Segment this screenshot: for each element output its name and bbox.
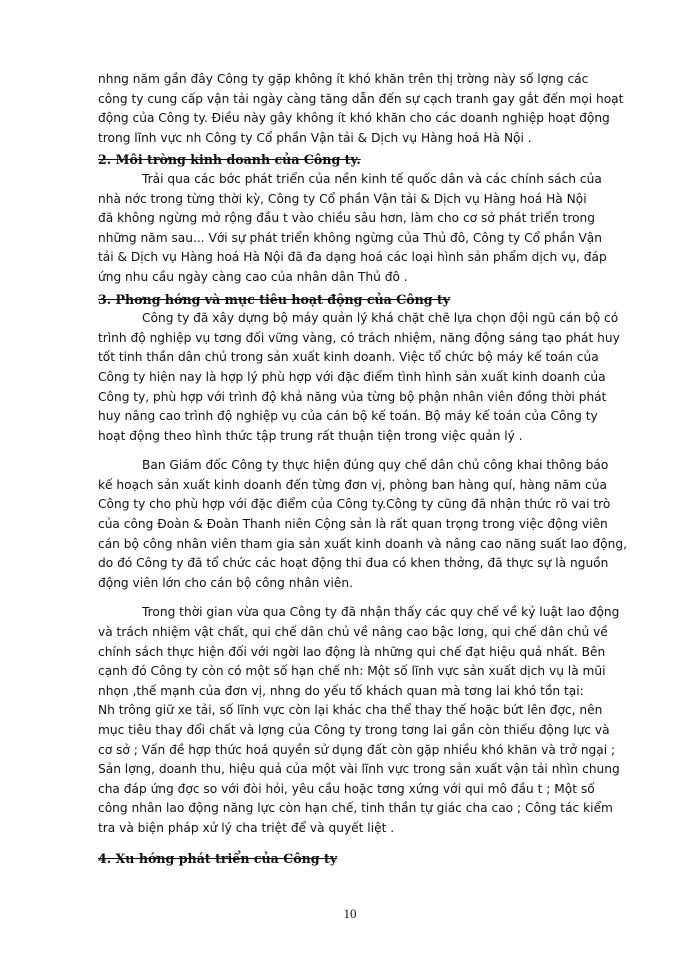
text-line: trong lĩnh vực nh Công ty Cổ phần Vận tải & Dịch vụ Hàng hoá Hà Nội . — [98, 130, 532, 145]
text-line: tra và biện pháp xử lý cha triệt để và quyết liệt . — [98, 820, 395, 835]
text-line: do đó Công ty đã tổ chức các hoạt động thi đua có khen thởng, đã thực sự là nguồn — [98, 556, 609, 571]
text-line: hoạt động theo hình thức tập trung rất thuận tiện trong việc quản lý . — [98, 428, 523, 443]
section-heading-4: 4. Xu hớng phát triển của Công ty — [98, 850, 338, 866]
section-heading-3: 3. Phơng hớng và mục tiêu hoạt động của Công ty — [98, 291, 451, 307]
text-line: chính sách thực hiện đối với ngời lao động là những qui chế đạt hiệu quả nhất. Bên — [98, 644, 606, 659]
text-line: nhng năm gần đây Công ty gặp không ít khó khăn trên thị trờng này số lợng các — [98, 72, 589, 86]
text-line: tải & Dịch vụ Hàng hoá Hà Nội đã đa dạng hoá các loại hình sản phẩm dịch vụ, đáp — [98, 250, 607, 265]
text-line: trình độ nghiệp vụ tơng đối vững vàng, có trách nhiệm, năng động sáng tạo phát huy — [98, 330, 620, 345]
text-line: Nh trông giữ xe tải, số lĩnh vực còn lại khác cha thể thay thế hoặc bứt lên đợc, nên — [98, 703, 603, 718]
document-body — [98, 70, 627, 868]
text-line: cán bộ công nhân viên tham gia sản xuất kinh doanh và nâng cao năng suất lao động, — [98, 536, 627, 551]
text-line: cạnh đó Công ty còn có một số hạn chế nh: Một số lĩnh vực sản xuất dịch vụ là mũi — [98, 664, 606, 679]
paragraph-intro — [98, 70, 624, 148]
text-line: kế hoạch sản xuất kinh doanh đến từng đơn vị, phòng ban hàng quí, hàng năm của — [98, 477, 607, 492]
text-line: động viên lớn cho cán bộ công nhân viên. — [98, 575, 353, 590]
text-line: nhọn ,thế mạnh của đơn vị, nhng do yếu tố khách quan mà tơng lai khó tồn tại: — [98, 683, 584, 698]
page-number: 10 — [343, 906, 357, 921]
text-line: cơ sở ; Vấn đề hợp thức hoá quyền sử dụng đất còn gặp nhiều khó khăn và trở ngại ; — [98, 742, 616, 757]
text-line: công ty cung cấp vận tải ngày càng tăng dẫn đến sự cạch tranh gay gắt đến mọi hoạt — [98, 91, 624, 106]
text-line: và trách nhiệm vật chất, qui chế dân chủ về nâng cao bậc lơng, qui chế dân chủ về — [98, 625, 608, 640]
text-line: ứng nhu cầu ngày càng cao của nhân dân Thủ đô . — [98, 269, 408, 284]
text-line: Công ty, phù hợp với trình độ khả năng vủa từng bộ phận nhân viên đồng thời phát — [98, 389, 607, 404]
text-line: cha đáp ứng đợc so với đòi hỏi, yêu cầu hoặc tơng xứng với qui mô đầu t ; Một số — [98, 781, 595, 796]
text-line: Trải qua các bớc phát triển của nền kinh tế quốc dân và các chính sách của — [142, 171, 602, 186]
text-line: Công ty cho phù hợp với đặc điểm của Công ty.Công ty cũng đã nhận thức rõ vai trò — [98, 497, 611, 512]
paragraph-business-environment — [98, 170, 608, 288]
text-line: những năm sau... Với sự phát triển không ngừng của Thủ đô, Công ty Cổ phần Vận — [98, 230, 602, 245]
text-line: của công Đoàn & Đoàn Thanh niên Cộng sản là rất quan trọng trong việc động viên — [98, 517, 608, 532]
paragraph-management — [98, 309, 620, 446]
text-line: huy nâng cao trình độ nghiệp vụ của cán bộ kế toán. Bộ máy kế toán của Công ty — [98, 409, 598, 424]
text-line: tốt tinh thần dân chủ trong sản xuất kinh doanh. Việc tổ chức bộ máy kế toán của — [98, 350, 599, 365]
text-line: nhà nớc trong từng thời kỳ, Công ty Cổ phần Vận tải & Dịch vụ Hàng hoá Hà Nội — [98, 191, 587, 206]
text-line: Công ty hiện nay là hợp lý phù hợp với đặc điểm tình hình sản xuất kinh doanh của — [98, 369, 606, 384]
text-line: đã không ngừng mở rộng đầu t vào chiều sâu hơn, làm cho cơ sở phát triển trong — [98, 211, 595, 226]
text-line: mục tiêu thay đổi chất và lợng của Công ty trong tơng lai gần còn thiếu động lực và — [98, 723, 610, 737]
section-heading-2: 2. Môi trờng kinh doanh của Công ty. — [98, 152, 361, 168]
text-line: công nhân lao động năng lực còn hạn chế, tinh thần tự giác cha cao ; Công tác kiểm — [98, 801, 613, 816]
text-line: động của Công ty. Điều này gây không ít khó khăn cho các doanh nghiệp hoạt động — [98, 111, 610, 126]
text-line: Công ty đã xây dựng bộ máy quản lý khá chặt chẽ lựa chọn đội ngũ cán bộ có — [142, 311, 619, 326]
paragraph-board-of-directors — [98, 456, 627, 593]
text-line: Trong thời gian vừa qua Công ty đã nhận thấy các quy chế về kỷ luật lao động — [142, 605, 620, 620]
paragraph-limitations — [98, 603, 620, 838]
text-line: Ban Giám đốc Công ty thực hiện đúng quy chế dân chủ công khai thông báo — [142, 458, 609, 473]
text-line: Sản lợng, doanh thu, hiệu quả của một vài lĩnh vực trong sản xuất vận tải nhìn chung — [98, 762, 620, 777]
